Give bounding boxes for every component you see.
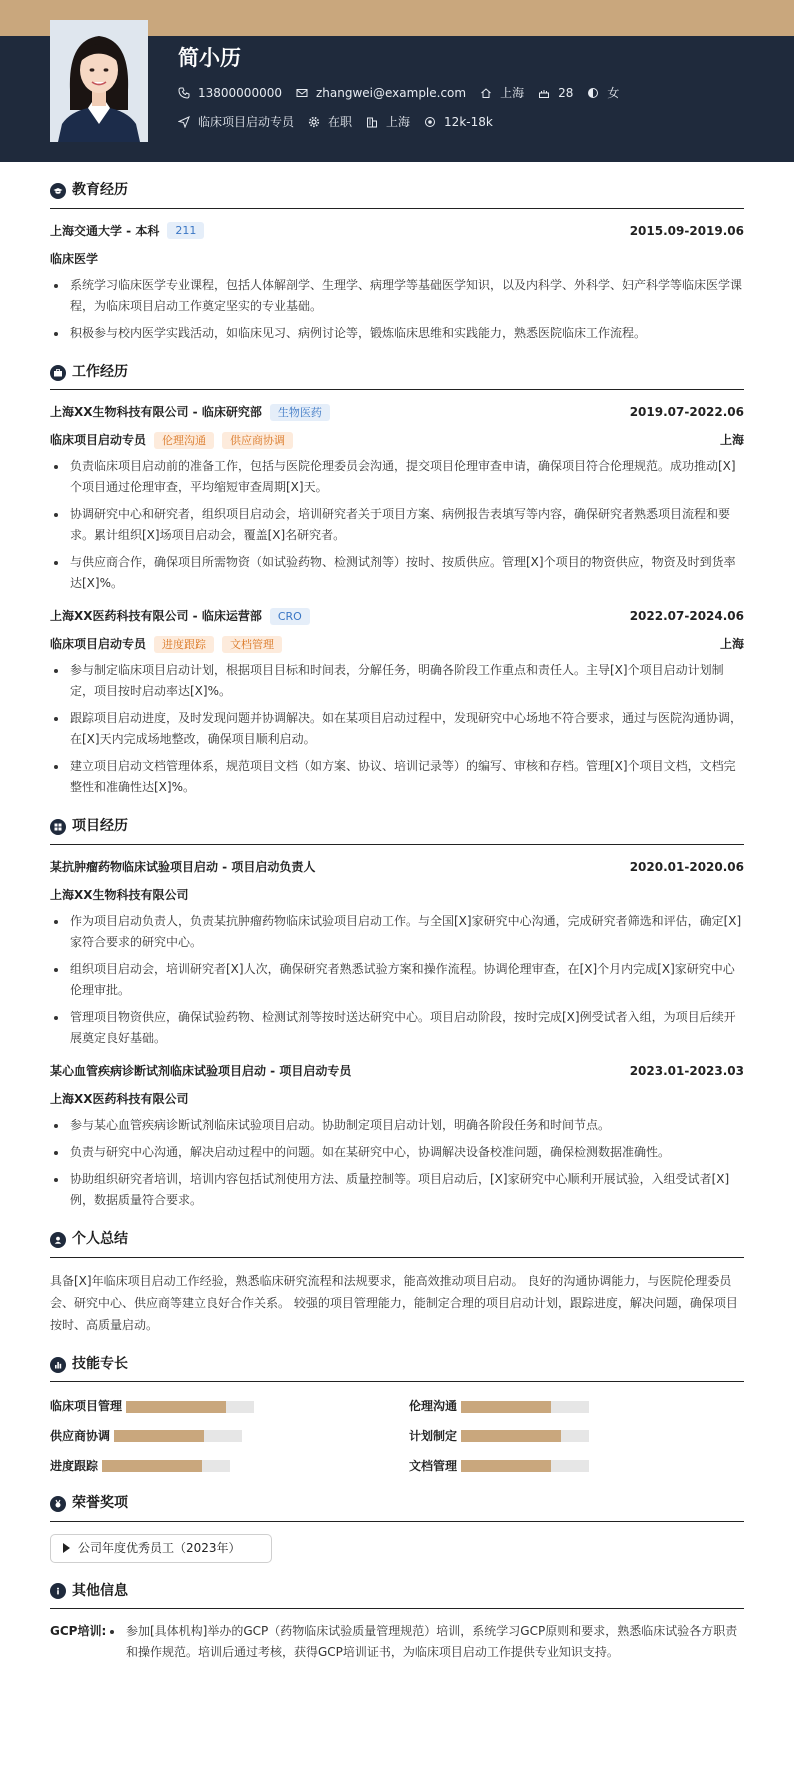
work-city: 上海 [719, 433, 744, 448]
list-item: 管理项目物资供应，确保试验药物、检测试剂等按时送达研究中心。项目启动阶段，按时完成[X]例受试者入组，为项目后续开展奠定良好基础。 [50, 1007, 744, 1049]
section-title-text: 个人总结 [72, 1231, 128, 1248]
list-item: 建立项目启动文档管理体系，规范项目文档（如方案、协议、培训记录等）的编写、审核和存档。管理[X]个项目文档，文档完整性和准确性达[X]%。 [50, 756, 744, 798]
section-title-text: 其他信息 [72, 1582, 128, 1599]
section-title-other [50, 1581, 744, 1610]
project-company-line [50, 885, 744, 905]
work-entry [50, 606, 744, 798]
major-line [50, 249, 744, 269]
project-title: 某抗肿瘤药物临床试验项目启动 - 项目启动负责人 [50, 860, 316, 875]
skill-tag: 进度跟踪 [154, 636, 214, 653]
skill-tag: 伦理沟通 [154, 432, 214, 449]
project-title: 某心血管疾病诊断试剂临床试验项目启动 - 项目启动专员 [50, 1064, 352, 1079]
company-name: 上海XX医药科技有限公司 - 临床运营部 [50, 609, 262, 624]
phone-item [178, 84, 282, 103]
section-title-text: 技能专长 [72, 1355, 128, 1372]
gender-text: 女 [607, 86, 620, 100]
school-tag: 211 [167, 222, 204, 239]
target-city-item [366, 113, 410, 132]
project-bullets [50, 911, 744, 1049]
major-name: 临床医学 [50, 251, 99, 266]
entry-date: 2022.07-2024.06 [629, 609, 744, 624]
phone-text: 13800000000 [198, 86, 282, 100]
candidate-name: 简小历 [178, 46, 241, 70]
info-icon [50, 1583, 66, 1599]
project-company: 上海XX医药科技有限公司 [50, 1092, 189, 1107]
company-name: 上海XX生物科技有限公司 - 临床研究部 [50, 405, 262, 420]
skill-level-bar [114, 1430, 242, 1442]
building-icon [366, 116, 378, 128]
work-bullets [50, 456, 744, 594]
list-item: 组织项目启动会，培训研究者[X]人次，确保研究者熟悉试验方案和操作流程。协调伦理审查，在[X]个月内完成[X]家研究中心伦理审批。 [50, 959, 744, 1001]
project-company: 上海XX生物科技有限公司 [50, 888, 189, 903]
skill-level-fill [126, 1401, 226, 1413]
skill-level-bar [461, 1460, 589, 1472]
portrait-illustration [50, 20, 148, 142]
mail-icon [296, 87, 308, 99]
other-row [50, 1621, 744, 1669]
entry-header [50, 1061, 744, 1081]
section-title-summary [50, 1229, 744, 1258]
section-title-work [50, 362, 744, 391]
status-item [308, 113, 352, 132]
home-icon [480, 87, 492, 99]
gear-icon [308, 116, 320, 128]
position-item [178, 113, 294, 132]
skill-item [409, 1427, 744, 1446]
send-icon [178, 116, 190, 128]
salary-text: 12k-18k [444, 114, 493, 129]
section-title-skills [50, 1354, 744, 1383]
role-group [50, 634, 282, 654]
skill-level-fill [461, 1401, 551, 1413]
entry-date: 2015.09-2019.06 [629, 223, 744, 238]
list-item: 协调研究中心和研究者，组织项目启动会，培训研究者关于项目方案、病例报告表填写等内容，确保研究者熟悉项目流程和要求。累计组织[X]场项目启动会，覆盖[X]名研究者。 [50, 504, 744, 546]
entry-header [50, 221, 744, 241]
summary-section [50, 1229, 744, 1336]
medal-icon [50, 1496, 66, 1512]
role-group [50, 430, 293, 450]
industry-tag: 生物医药 [270, 404, 330, 421]
section-title-text: 工作经历 [72, 363, 128, 380]
header-info [178, 38, 774, 131]
skill-name: 进度跟踪 [50, 1458, 99, 1473]
entry-header [50, 402, 744, 422]
entry-date: 2019.07-2022.06 [629, 405, 744, 420]
location-text: 上海 [500, 86, 525, 100]
entry-title-group [50, 221, 204, 241]
list-item: 协助组织研究者培训，培训内容包括试剂使用方法、质量控制等。项目启动后，[X]家研究中心顺利开展试验，入组受试者[X]例，数据质量符合要求。 [50, 1169, 744, 1211]
skill-level-fill [102, 1460, 202, 1472]
user-icon [50, 1232, 66, 1248]
project-bullets [50, 1115, 744, 1211]
skill-level-fill [461, 1460, 551, 1472]
work-section [50, 362, 744, 799]
entry-header [50, 857, 744, 877]
resume-header [0, 36, 794, 162]
education-section [50, 180, 744, 344]
skill-level-fill [114, 1430, 204, 1442]
section-title-text: 荣誉奖项 [72, 1495, 128, 1512]
section-title-education [50, 180, 744, 209]
work-city: 上海 [719, 637, 744, 652]
list-item: 负责与研究中心沟通，解决启动过程中的问题。如在某研究中心，协调解决设备校准问题，确保检测数据准确性。 [50, 1142, 744, 1163]
contact-row [178, 84, 774, 103]
industry-tag: CRO [270, 608, 310, 625]
salary-item [424, 113, 493, 132]
skill-tag: 文档管理 [222, 636, 282, 653]
skill-name: 伦理沟通 [409, 1399, 458, 1414]
list-item: 与供应商合作，确保项目所需物资（如试验药物、检测试剂等）按时、按质供应。管理[X]个项目的物资供应，物资及时到货率达[X]%。 [50, 552, 744, 594]
section-title-awards [50, 1493, 744, 1522]
skill-name: 计划制定 [409, 1429, 458, 1444]
skill-item [50, 1457, 385, 1476]
email-item [296, 84, 466, 103]
education-bullets [50, 275, 744, 344]
list-item: 参加[具体机构]举办的GCP（药物临床试验质量管理规范）培训，系统学习GCP原则和要求，熟悉临床试验各方职责和操作规范。培训后通过考核，获得GCP培训证书，为临床项目启动工作提供专业知识支持。 [106, 1621, 744, 1663]
school-name: 上海交通大学 - 本科 [50, 223, 160, 238]
skill-name: 供应商协调 [50, 1429, 111, 1444]
list-item: 负责临床项目启动前的准备工作，包括与医院伦理委员会沟通，提交项目伦理审查申请，确保项目符合伦理规范。成功推动[X]个项目通过伦理审查，平均缩短审查周期[X]天。 [50, 456, 744, 498]
skill-item [409, 1397, 744, 1416]
summary-text: 具备[X]年临床项目启动工作经验，熟悉临床研究流程和法规要求，能高效推动项目启动。 良好的沟通协调能力，与医院伦理委员会、研究中心、供应商等建立良好合作关系。 较强的项目管理能力，能制定合理的项目启动计划，跟踪进度，解决问题，确保项目按时、高质量启动。 [50, 1273, 738, 1332]
list-item: 作为项目启动负责人，负责某抗肿瘤药物临床试验项目启动工作。与全国[X]家研究中心沟通，完成研究者筛选和评估，确定[X]家符合要求的研究中心。 [50, 911, 744, 953]
other-label: GCP培训: [50, 1624, 107, 1639]
project-company-line [50, 1089, 744, 1109]
coin-icon [424, 116, 436, 128]
email-text: zhangwei@example.com [315, 86, 467, 100]
entry-title-group [50, 402, 330, 422]
age-text: 28 [558, 86, 574, 100]
list-item: 参与某心血管疾病诊断试剂临床试验项目启动。协助制定项目启动计划，明确各阶段任务和时间节点。 [50, 1115, 744, 1136]
skills-grid [50, 1397, 744, 1475]
projects-section [50, 816, 744, 1211]
education-entry [50, 221, 744, 344]
project-entry [50, 1061, 744, 1211]
phone-icon [178, 87, 190, 99]
skills-section [50, 1354, 744, 1475]
skill-name: 临床项目管理 [50, 1399, 123, 1414]
status-text: 在职 [328, 114, 353, 129]
other-section [50, 1581, 744, 1670]
skill-level-bar [461, 1430, 589, 1442]
target-city-text: 上海 [386, 114, 411, 129]
role-line [50, 430, 744, 450]
job-intent-row [178, 113, 774, 132]
skill-level-bar [126, 1401, 254, 1413]
work-bullets [50, 660, 744, 798]
gender-item [587, 84, 619, 103]
location-item [480, 84, 524, 103]
role-name: 临床项目启动专员 [50, 637, 147, 652]
skill-tag: 供应商协调 [222, 432, 293, 449]
skill-item [50, 1427, 385, 1446]
skill-name: 文档管理 [409, 1458, 458, 1473]
entry-date: 2020.01-2020.06 [629, 860, 744, 875]
profile-photo [50, 20, 148, 142]
triangle-right-icon [63, 1543, 70, 1553]
skill-level-bar [461, 1401, 589, 1413]
awards-section [50, 1493, 744, 1562]
age-item [538, 84, 573, 103]
graduation-cap-icon [50, 183, 66, 199]
skill-item [50, 1397, 385, 1416]
list-item: 跟踪项目启动进度，及时发现问题并协调解决。如在某项目启动过程中，发现研究中心场地不符合要求，通过与医院沟通协调，在[X]天内完成场地整改，确保项目顺利启动。 [50, 708, 744, 750]
award-text: 公司年度优秀员工（2023年） [78, 1540, 241, 1555]
grid-icon [50, 819, 66, 835]
briefcase-icon [50, 365, 66, 381]
section-title-text: 项目经历 [72, 818, 128, 835]
skill-level-fill [461, 1430, 561, 1442]
cake-icon [538, 87, 550, 99]
position-text: 临床项目启动专员 [198, 114, 295, 129]
list-item: 参与制定临床项目启动计划，根据项目目标和时间表，分解任务，明确各阶段工作重点和责任人。主导[X]个项目启动计划制定，项目按时启动率达[X]%。 [50, 660, 744, 702]
gender-icon [587, 87, 599, 99]
section-title-text: 教育经历 [72, 182, 128, 198]
list-item: 系统学习临床医学专业课程，包括人体解剖学、生理学、病理学等基础医学知识，以及内科学、外科学、妇产科学等临床医学课程，为临床项目启动工作奠定坚实的专业基础。 [50, 275, 744, 317]
role-line [50, 634, 744, 654]
role-name: 临床项目启动专员 [50, 433, 147, 448]
section-title-projects [50, 816, 744, 845]
bar-chart-icon [50, 1357, 66, 1373]
other-bullets [106, 1621, 744, 1669]
project-entry [50, 857, 744, 1049]
entry-date: 2023.01-2023.03 [629, 1064, 744, 1079]
list-item: 积极参与校内医学实践活动，如临床见习、病例讨论等，锻炼临床思维和实践能力，熟悉医院临床工作流程。 [50, 323, 744, 344]
entry-header [50, 606, 744, 626]
work-entry [50, 402, 744, 594]
resume-content [0, 180, 794, 1669]
award-item[interactable] [50, 1534, 272, 1563]
skill-item [409, 1457, 744, 1476]
skill-level-bar [102, 1460, 230, 1472]
entry-title-group [50, 606, 310, 626]
